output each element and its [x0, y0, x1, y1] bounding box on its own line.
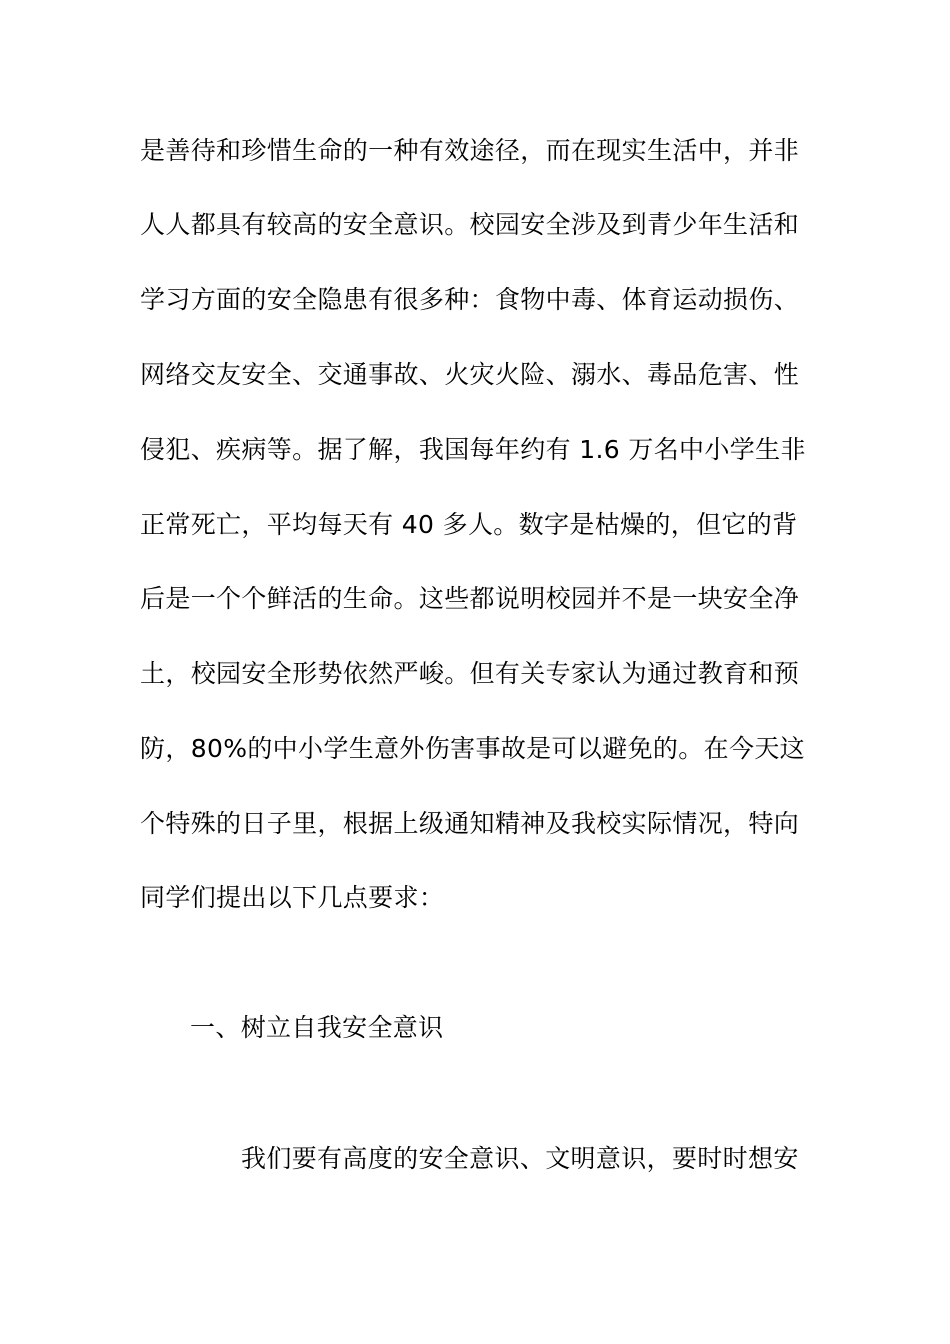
body-line-4: 网络交友安全、交通事故、火灾火险、溺水、毒品危害、性: [140, 360, 800, 389]
paragraph-first-line: 我们要有高度的安全意识、文明意识，要时时想安: [241, 1144, 799, 1173]
section-heading: 一、树立自我安全意识: [190, 1013, 444, 1042]
body-line-2: 人人都具有较高的安全意识。校园安全涉及到青少年生活和: [140, 210, 800, 239]
body-line-11: 同学们提出以下几点要求：: [140, 883, 445, 912]
body-line-5: 侵犯、疾病等。据了解，我国每年约有 1.6 万名中小学生非: [140, 435, 806, 464]
body-line-3: 学习方面的安全隐患有很多种：食物中毒、体育运动损伤、: [140, 285, 800, 314]
body-line-1: 是善待和珍惜生命的一种有效途径，而在现实生活中，并非: [140, 136, 800, 165]
body-line-8: 土，校园安全形势依然严峻。但有关专家认为通过教育和预: [140, 659, 800, 688]
body-line-9: 防，80%的中小学生意外伤害事故是可以避免的。在今天这: [140, 734, 806, 763]
body-line-6: 正常死亡，平均每天有 40 多人。数字是枯燥的，但它的背: [140, 510, 798, 539]
body-line-10: 个特殊的日子里，根据上级通知精神及我校实际情况，特向: [140, 809, 800, 838]
body-line-7: 后是一个个鲜活的生命。这些都说明校园并不是一块安全净: [140, 584, 800, 613]
